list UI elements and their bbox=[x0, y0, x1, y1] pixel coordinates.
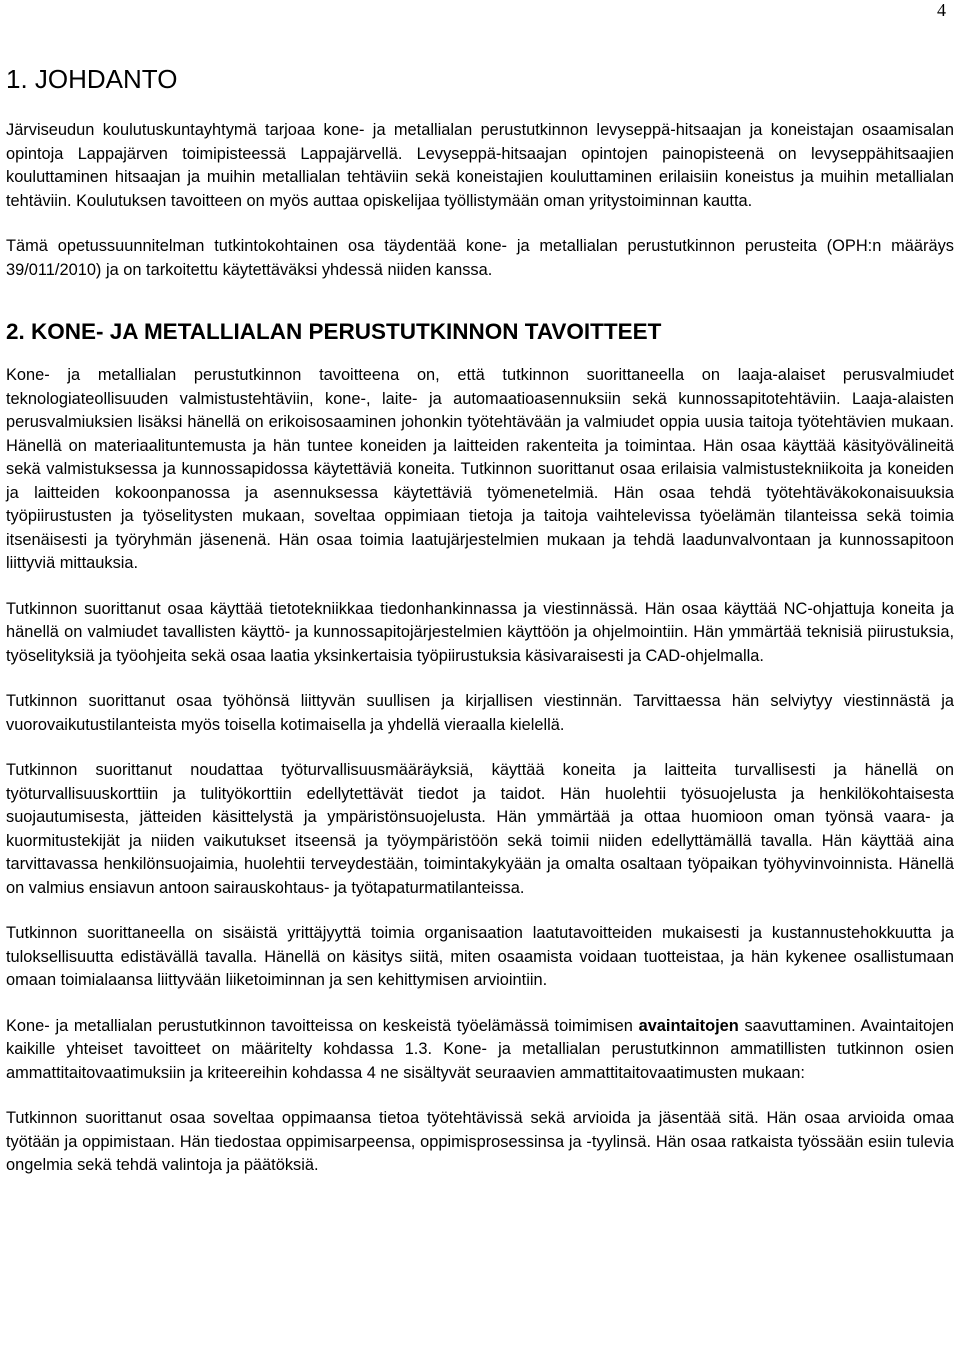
avaintaidot-bold-term: avaintaitojen bbox=[638, 1016, 739, 1035]
goals-paragraph-3: Tutkinnon suorittanut osaa työhönsä liittyvän suullisen ja kirjallisen viestinnän. Tarvittaessa hän selviytyy viestinnästä ja vuorovaikutustilanteista myös toisella kotimaisella ja yhdellä vieraalla kielellä. bbox=[6, 692, 954, 734]
avaintaidot-text-before: Kone- ja metallialan perustutkinnon tavoitteissa on keskeistä työelämässä toimimisen bbox=[6, 1016, 639, 1035]
section-1-heading: 1. JOHDANTO bbox=[6, 64, 178, 94]
intro-paragraph-2: Tämä opetussuunnitelman tutkintokohtainen osa täydentää kone- ja metallialan perustutkinnon perusteita (OPH:n määräys 39/011/2010) ja on tarkoitettu käytettäväksi yhdessä niiden kanssa. bbox=[6, 237, 954, 279]
goals-paragraph-4: Tutkinnon suorittanut noudattaa työturvallisuusmääräyksiä, käyttää koneita ja laitteita turvallisesti ja hänellä on työturvallisuuskorttiin ja tulityökorttiin edellytettävät tiedot ja taidot. Hän huolehtii työsuojelusta ja henkilökohtaisesta suojautumisesta, jätteiden käsittelystä ja ympäristönsuojelusta. Hän ymmärtää ja ottaa huomioon oman työnsä vaara- ja kuormitustekijät ja niiden vaikutukset itseensä ja työympäristöön sekä toimii niiden edellyttämällä tavalla. Hän käyttää aina tarvittavassa henkilönsuojaimia, huolehtii terveydestään, toimintakykyään ja omalta osaltaan työpaikan työhyvinvoinnista. Hänellä on valmius ensiavun antoon sairauskohtaus- ja työtapaturmatilanteissa. bbox=[6, 761, 954, 897]
goals-paragraph-2: Tutkinnon suorittanut osaa käyttää tietotekniikkaa tiedonhankinnassa ja viestinnässä. Hän osaa käyttää NC-ohjattuja koneita ja hänellä on valmiudet tavallisten käyttö- ja kunnossapitojärjestelmien käyttöön ja ohjelmointiin. Hän ymmärtää teknisiä piirustuksia, työselityksiä ja työohjeita sekä osaa laatia yksinkertaisia työpiirustuksia käsivaraisesti ja CAD-ohjelmalla. bbox=[6, 599, 954, 665]
avaintaidot-text-after: saavuttaminen. Avaintaitojen kaikille yhteiset tavoitteet on määritelty kohdassa 1.3. Kone- ja metallialan perustutkinnon ammatillisten tutkinnon osien ammattitaitovaatimuksiin ja kriteereihin kohdassa 4 ne sisältyvät seuraavien ammattitaitovaatimusten mukaan: bbox=[6, 1016, 954, 1082]
goals-paragraph-5: Tutkinnon suorittaneella on sisäistä yrittäjyyttä toimia organisaation laatutavoitteiden mukaisesti ja kustannustehokkuutta ja tuloksellisuutta edistävällä tavalla. Hänellä on käsitys siitä, miten osaamista voidaan tuotteistaa, ja hän kykenee osallistumaan omaan toimialaansa liittyvään liiketoiminnan ja sen kehittymisen arviointiin. bbox=[6, 924, 954, 989]
goals-paragraph-1: Kone- ja metallialan perustutkinnon tavoitteena on, että tutkinnon suorittaneella on laaja-alaiset perusvalmiudet teknologiateollisuuden valmistustehtäviin, kone-, laite- ja automaatioasennuksiin sekä kunnossapitotehtäviin. Laaja-alaisten perusvalmiuksien lisäksi hänellä on erikoisosaaminen johonkin työtehtävään ja valmiudet oppia uusia taitoja työtehtävien mukaan. Hänellä on materiaalituntemusta ja hän tuntee koneiden ja laitteiden rakenteita ja toimintaa. Hän osaa käyttää käsityövälineitä sekä valmistuksessa ja kunnossapidossa käytettäviä koneita. Tutkinnon suorittanut osaa erilaisia valmistustekniikoita ja koneiden ja laitteiden kokoonpanossa ja asennuksessa käytettäviä työmenetelmiä. Hän osaa tehdä työtehtäväkokonaisuuksia työpiirustusten ja työselitysten mukaan, soveltaa oppimiaan tietoja ja taitoja vaihtelevissa työelämän tilanteissa sekä toimia itsenäisesti ja työryhmän jäsenenä. Hän osaa toimia laatujärjestelmien mukaan ja tehdä laadunvalvontaan ja kunnossapitoon liittyviä mittauksia. bbox=[6, 366, 954, 572]
avaintaidot-paragraph bbox=[6, 1015, 954, 1086]
document-body bbox=[6, 60, 954, 1200]
goals-paragraph-last: Tutkinnon suorittanut osaa soveltaa oppimaansa tietoa työtehtävissä sekä arvioida ja jäsentää sitä. Hän osaa arvioida omaa työtään ja oppimistaan. Hän tiedostaa oppimisarpeensa, oppimisprosessinsa ja -tyylinsä. Hän osaa ratkaista työssään esiin tulevia ongelmia sekä tehdä valintoja ja päätöksiä. bbox=[6, 1109, 954, 1174]
section-2-heading: 2. KONE- JA METALLIALAN PERUSTUTKINNON TAVOITTEET bbox=[6, 319, 662, 344]
intro-paragraph-1: Järviseudun koulutuskuntayhtymä tarjoaa kone- ja metallialan perustutkinnon levyseppä-hitsaajan ja koneistajan osaamisalan opintoja Lappajärven toimipisteessä Lappajärvellä. Levyseppä-hitsaajan opintojen painopisteenä on levyseppähitsaajien kouluttaminen hitsaajan ja muihin metallialan tehtäviin sekä koneistajien kouluttaminen erilaisiin koneistus ja muihin metallialan tehtäviin. Koulutuksen tavoitteen on myös auttaa opiskelijaa työllistymään oman yritystoiminnan kautta. bbox=[6, 121, 954, 210]
page-number: 4 bbox=[937, 0, 946, 20]
